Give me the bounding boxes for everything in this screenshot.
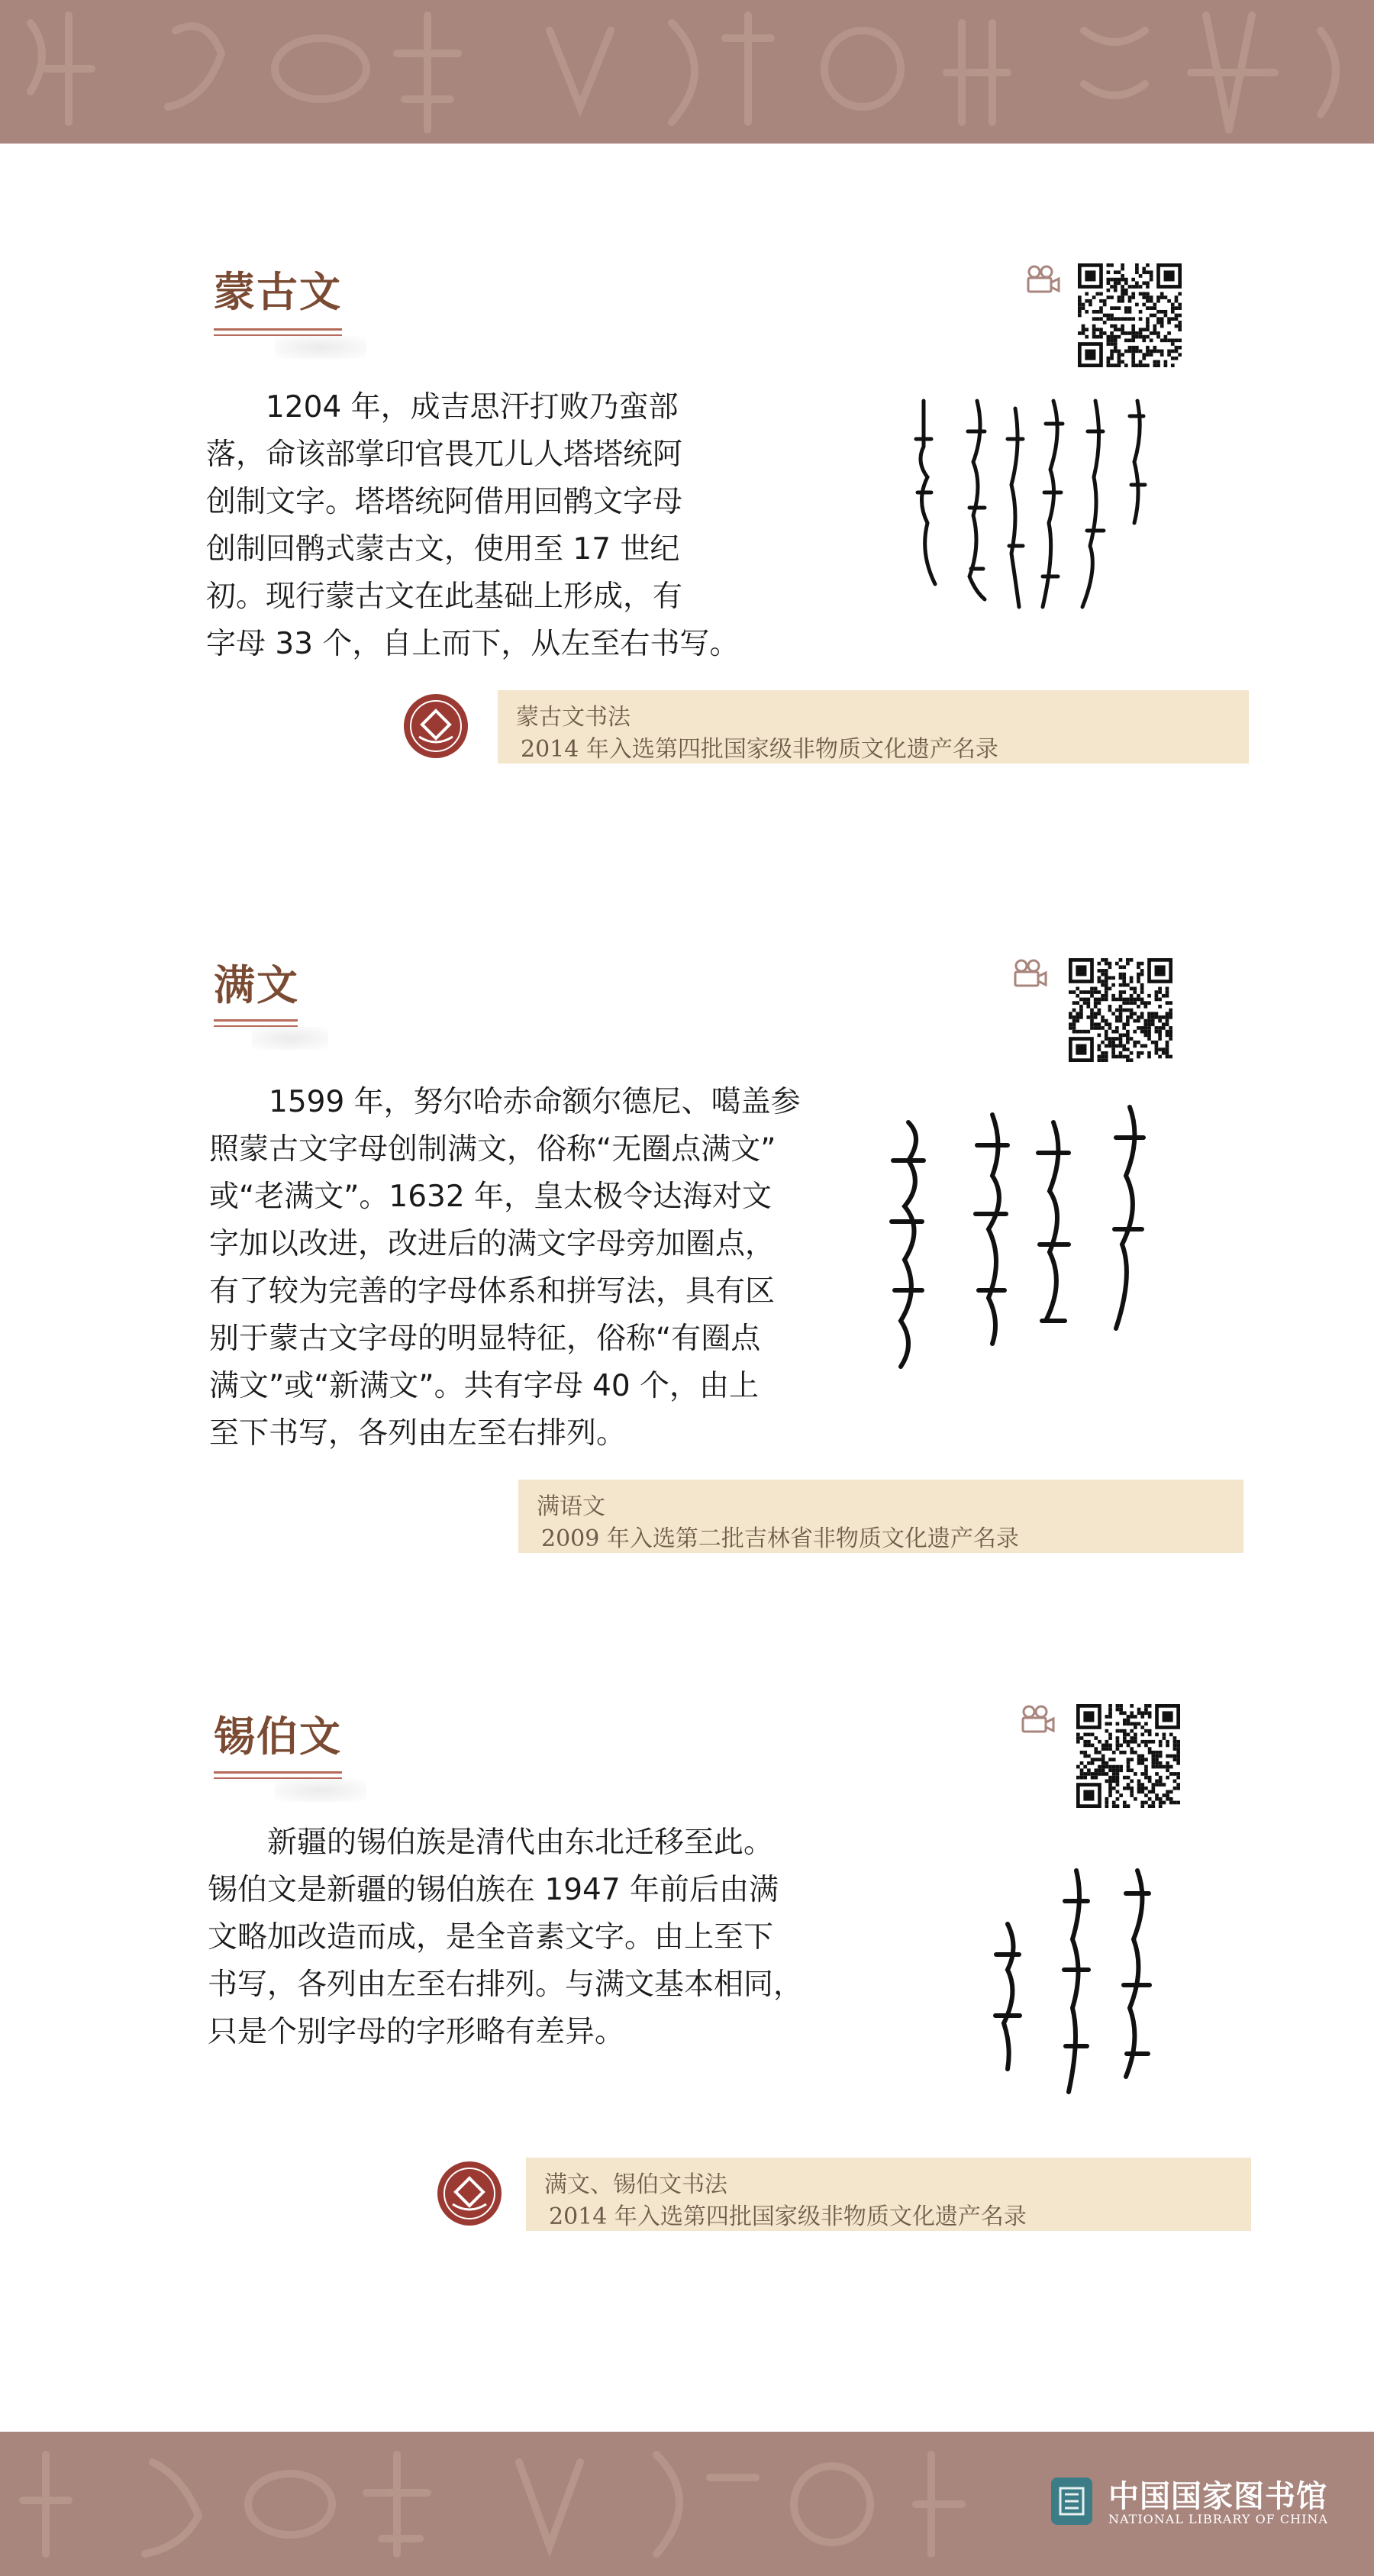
body-line: 1204 年，成吉思汗打败乃蛮部 [266, 390, 679, 424]
body-line: 字加以改进，改进后的满文字母旁加圈点， [209, 1227, 776, 1261]
library-name-english: NATIONAL LIBRARY OF CHINA [1108, 2512, 1328, 2526]
body-line: 锡伯文是新疆的锡伯族在 1947 年前后由满 [208, 1873, 779, 1907]
title-shadow [252, 1027, 328, 1050]
body-line: 书写，各列由左至右排列。与满文基本相同， [208, 1968, 804, 2002]
heritage-label [526, 2158, 1251, 2231]
body-line: 至下书写，各列由左至右排列。 [209, 1416, 627, 1451]
heritage-label [498, 690, 1249, 763]
section-title: 锡伯文 [214, 1712, 342, 1761]
title-shadow [275, 1779, 366, 1802]
title-underline [214, 1019, 298, 1022]
heritage-label-subtitle: 2009 年入选第二批吉林省非物质文化遗产名录 [541, 1525, 1019, 1552]
library-logo-icon [1050, 2476, 1094, 2526]
body-line: 有了较为完善的字母体系和拼写法，具有区 [209, 1274, 776, 1309]
body-line: 只是个别字母的字形略有差异。 [208, 2015, 625, 2049]
title-underline [214, 1771, 342, 1774]
section-title: 满文 [214, 960, 299, 1009]
top-decorative-band [0, 0, 1374, 144]
body-line: 创制回鹘式蒙古文，使用至 17 世纪 [206, 532, 680, 567]
qr-code-icon[interactable] [1076, 1704, 1180, 1808]
body-line: 1599 年，努尔哈赤命额尔德尼、噶盖参 [269, 1085, 801, 1119]
body-line: 满文”或“新满文”。共有字母 40 个，由上 [209, 1369, 760, 1403]
heritage-label-subtitle: 2014 年入选第四批国家级非物质文化遗产名录 [549, 2203, 1027, 2230]
library-name-chinese: 中国国家图书馆 [1108, 2478, 1327, 2514]
title-shadow [275, 336, 366, 359]
mongolian-calligraphy-image [901, 393, 1160, 645]
heritage-label-subtitle: 2014 年入选第四批国家级非物质文化遗产名录 [521, 736, 998, 763]
qr-code-icon[interactable] [1078, 263, 1182, 367]
seal-icon [402, 692, 469, 760]
video-camera-icon[interactable] [1013, 958, 1048, 989]
section-body [208, 1819, 811, 2056]
title-underline [214, 328, 342, 331]
body-line: 照蒙古文字母创制满文，俗称“无圈点满文” [209, 1132, 776, 1167]
video-camera-icon[interactable] [1021, 1704, 1056, 1735]
section-title: 蒙古文 [214, 267, 342, 316]
heritage-label [518, 1480, 1243, 1553]
body-line: 创制文字。塔塔统阿借用回鹘文字母 [206, 485, 683, 519]
heritage-label-title: 蒙古文书法 [516, 704, 631, 731]
body-line: 新疆的锡伯族是清代由东北迁移至此。 [267, 1825, 774, 1860]
body-line: 或“老满文”。1632 年，皇太极令达海对文 [209, 1180, 772, 1214]
video-camera-icon[interactable] [1026, 264, 1061, 295]
body-line: 初。现行蒙古文在此基础上形成，有 [206, 579, 683, 614]
body-line: 别于蒙古文字母的明显特征，俗称“有圈点 [209, 1322, 761, 1356]
body-line: 字母 33 个，自上而下，从左至右书写。 [206, 627, 740, 661]
heritage-label-title: 满文、锡伯文书法 [544, 2171, 727, 2198]
section-body [209, 1079, 820, 1457]
body-line: 落，命该部掌印官畏兀儿人塔塔统阿 [206, 437, 683, 472]
body-line: 文略加改造而成，是全音素文字。由上至下 [208, 1920, 774, 1955]
xibe-calligraphy-image [985, 1863, 1168, 2107]
section-body [206, 384, 756, 668]
qr-code-icon[interactable] [1069, 958, 1172, 1062]
heritage-label-title: 满语文 [537, 1493, 605, 1520]
ancient-script-pattern [0, 0, 1374, 144]
seal-icon [436, 2160, 503, 2227]
manchu-calligraphy-image [878, 1092, 1153, 1412]
